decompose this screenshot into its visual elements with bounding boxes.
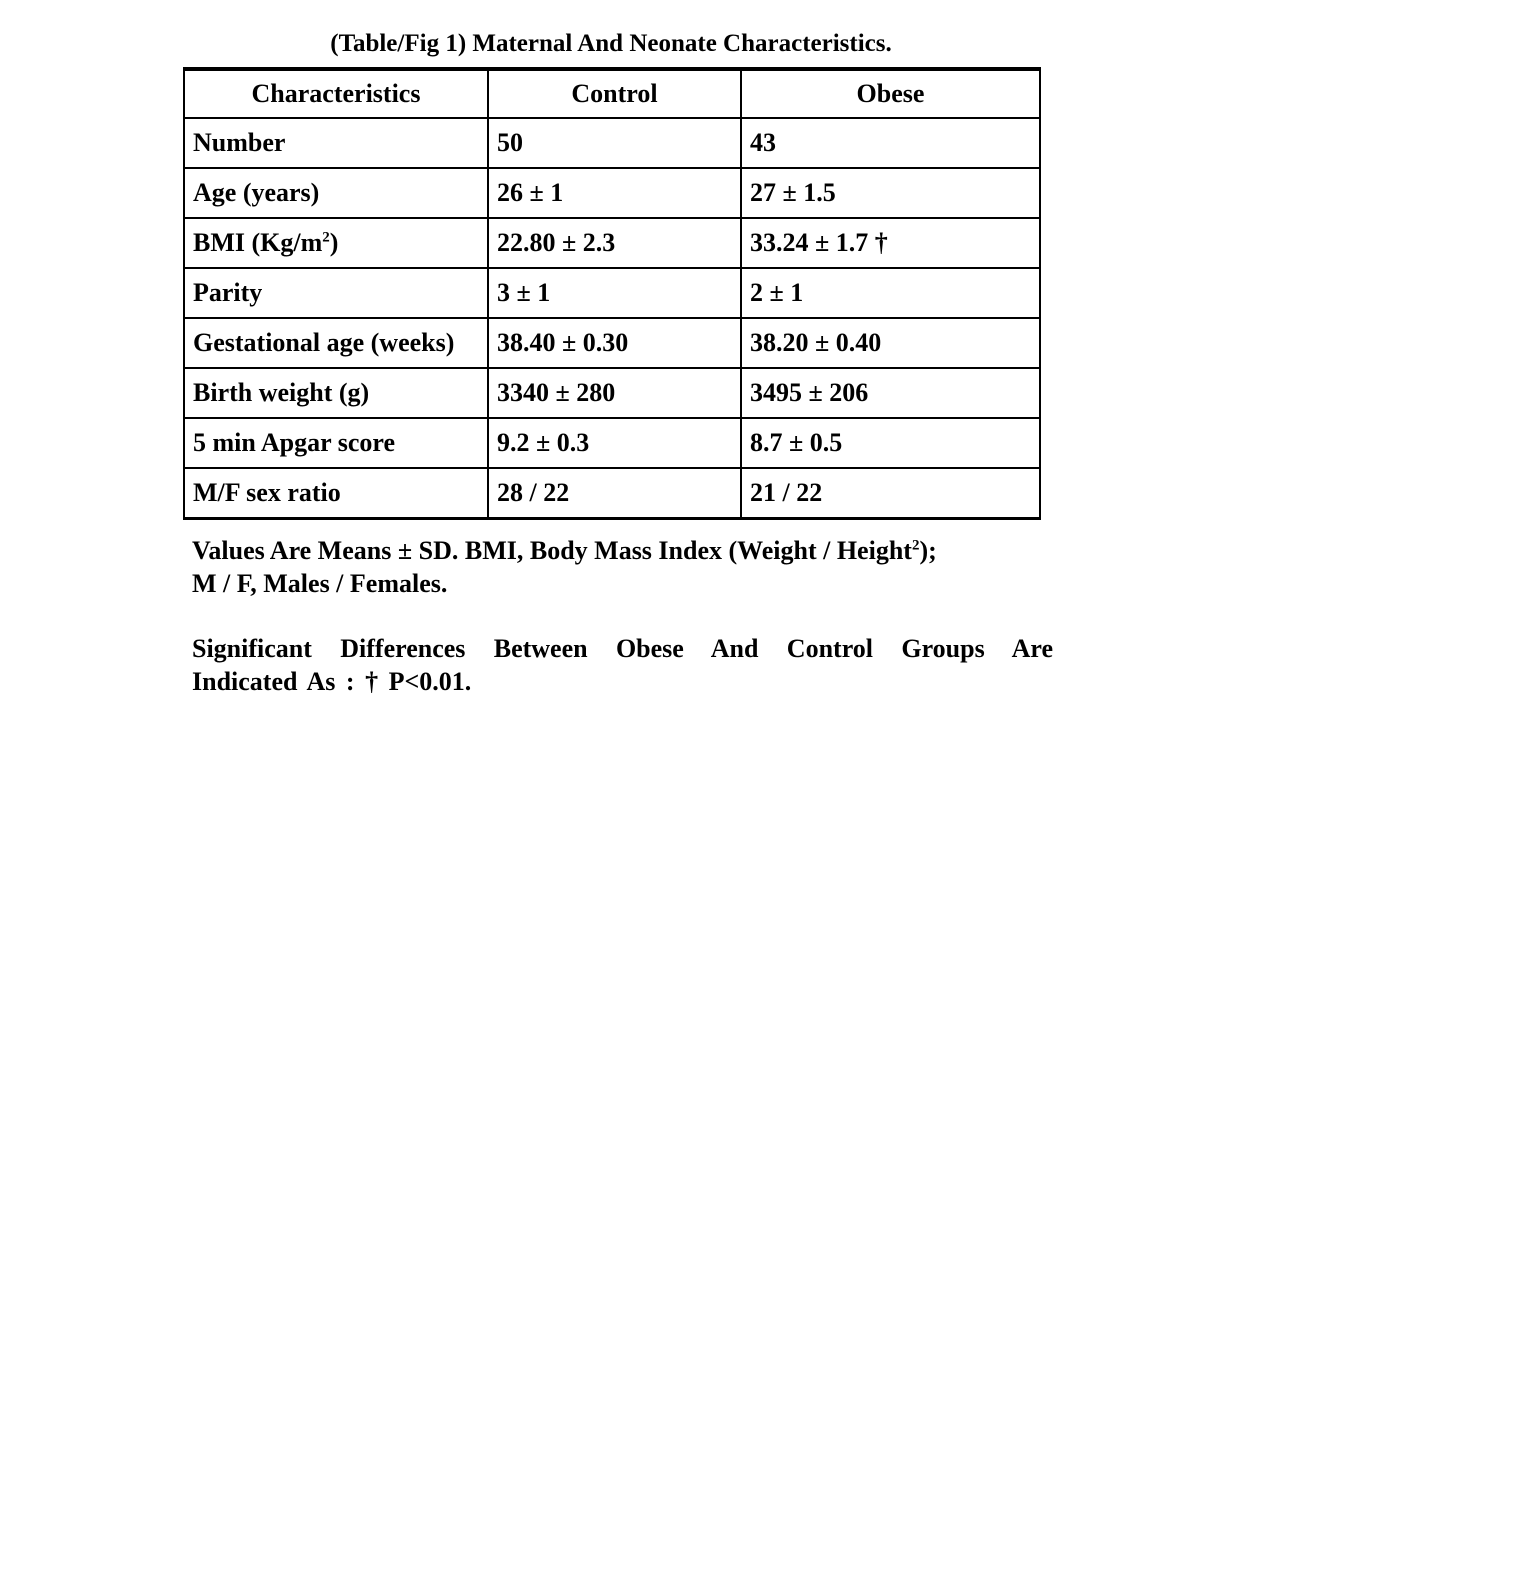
column-header-characteristics: Characteristics (184, 69, 488, 118)
note-spacer (192, 600, 1053, 632)
obese-value: 3495 ± 206 (741, 368, 1040, 418)
table-footnotes (192, 534, 1053, 698)
row-label: Parity (184, 268, 488, 318)
significance-note-line1: Significant Differences Between Obese And Control Groups Are (192, 634, 1053, 663)
table-row (184, 168, 1040, 218)
column-header-obese: Obese (741, 69, 1040, 118)
control-value: 38.40 ± 0.30 (488, 318, 741, 368)
control-value: 9.2 ± 0.3 (488, 418, 741, 468)
significance-note-line2: Indicated As : † P<0.01. (192, 667, 472, 696)
obese-value: 27 ± 1.5 (741, 168, 1040, 218)
table-row (184, 468, 1040, 519)
row-label: Age (years) (184, 168, 488, 218)
table-row (184, 368, 1040, 418)
table-row (184, 268, 1040, 318)
row-label: Gestational age (weeks) (184, 318, 488, 368)
control-value: 3 ± 1 (488, 268, 741, 318)
control-value: 3340 ± 280 (488, 368, 741, 418)
control-value: 26 ± 1 (488, 168, 741, 218)
obese-value: 33.24 ± 1.7 † (741, 218, 1040, 268)
control-value: 50 (488, 118, 741, 168)
row-label: Birth weight (g) (184, 368, 488, 418)
row-label: 5 min Apgar score (184, 418, 488, 468)
obese-value: 21 / 22 (741, 468, 1040, 519)
column-header-control: Control (488, 69, 741, 118)
row-label: Number (184, 118, 488, 168)
row-label: M/F sex ratio (184, 468, 488, 519)
obese-value: 2 ± 1 (741, 268, 1040, 318)
values-note-line1: Values Are Means ± SD. BMI, Body Mass Index (Weight / Height$^2$); (192, 536, 937, 565)
table-row (184, 418, 1040, 468)
obese-value: 38.20 ± 0.40 (741, 318, 1040, 368)
table-caption: (Table/Fig 1) Maternal And Neonate Characteristics. (330, 30, 892, 57)
control-value: 22.80 ± 2.3 (488, 218, 741, 268)
table-header-row (184, 69, 1040, 118)
characteristics-table (183, 67, 1041, 520)
table-row (184, 218, 1040, 268)
obese-value: 43 (741, 118, 1040, 168)
obese-value: 8.7 ± 0.5 (741, 418, 1040, 468)
control-value: 28 / 22 (488, 468, 741, 519)
significance-note (192, 632, 1053, 698)
values-note-line2: M / F, Males / Females. (192, 569, 448, 598)
row-label: BMI $(Kg/m^2)$ (184, 218, 488, 268)
table-row (184, 318, 1040, 368)
table-row (184, 118, 1040, 168)
